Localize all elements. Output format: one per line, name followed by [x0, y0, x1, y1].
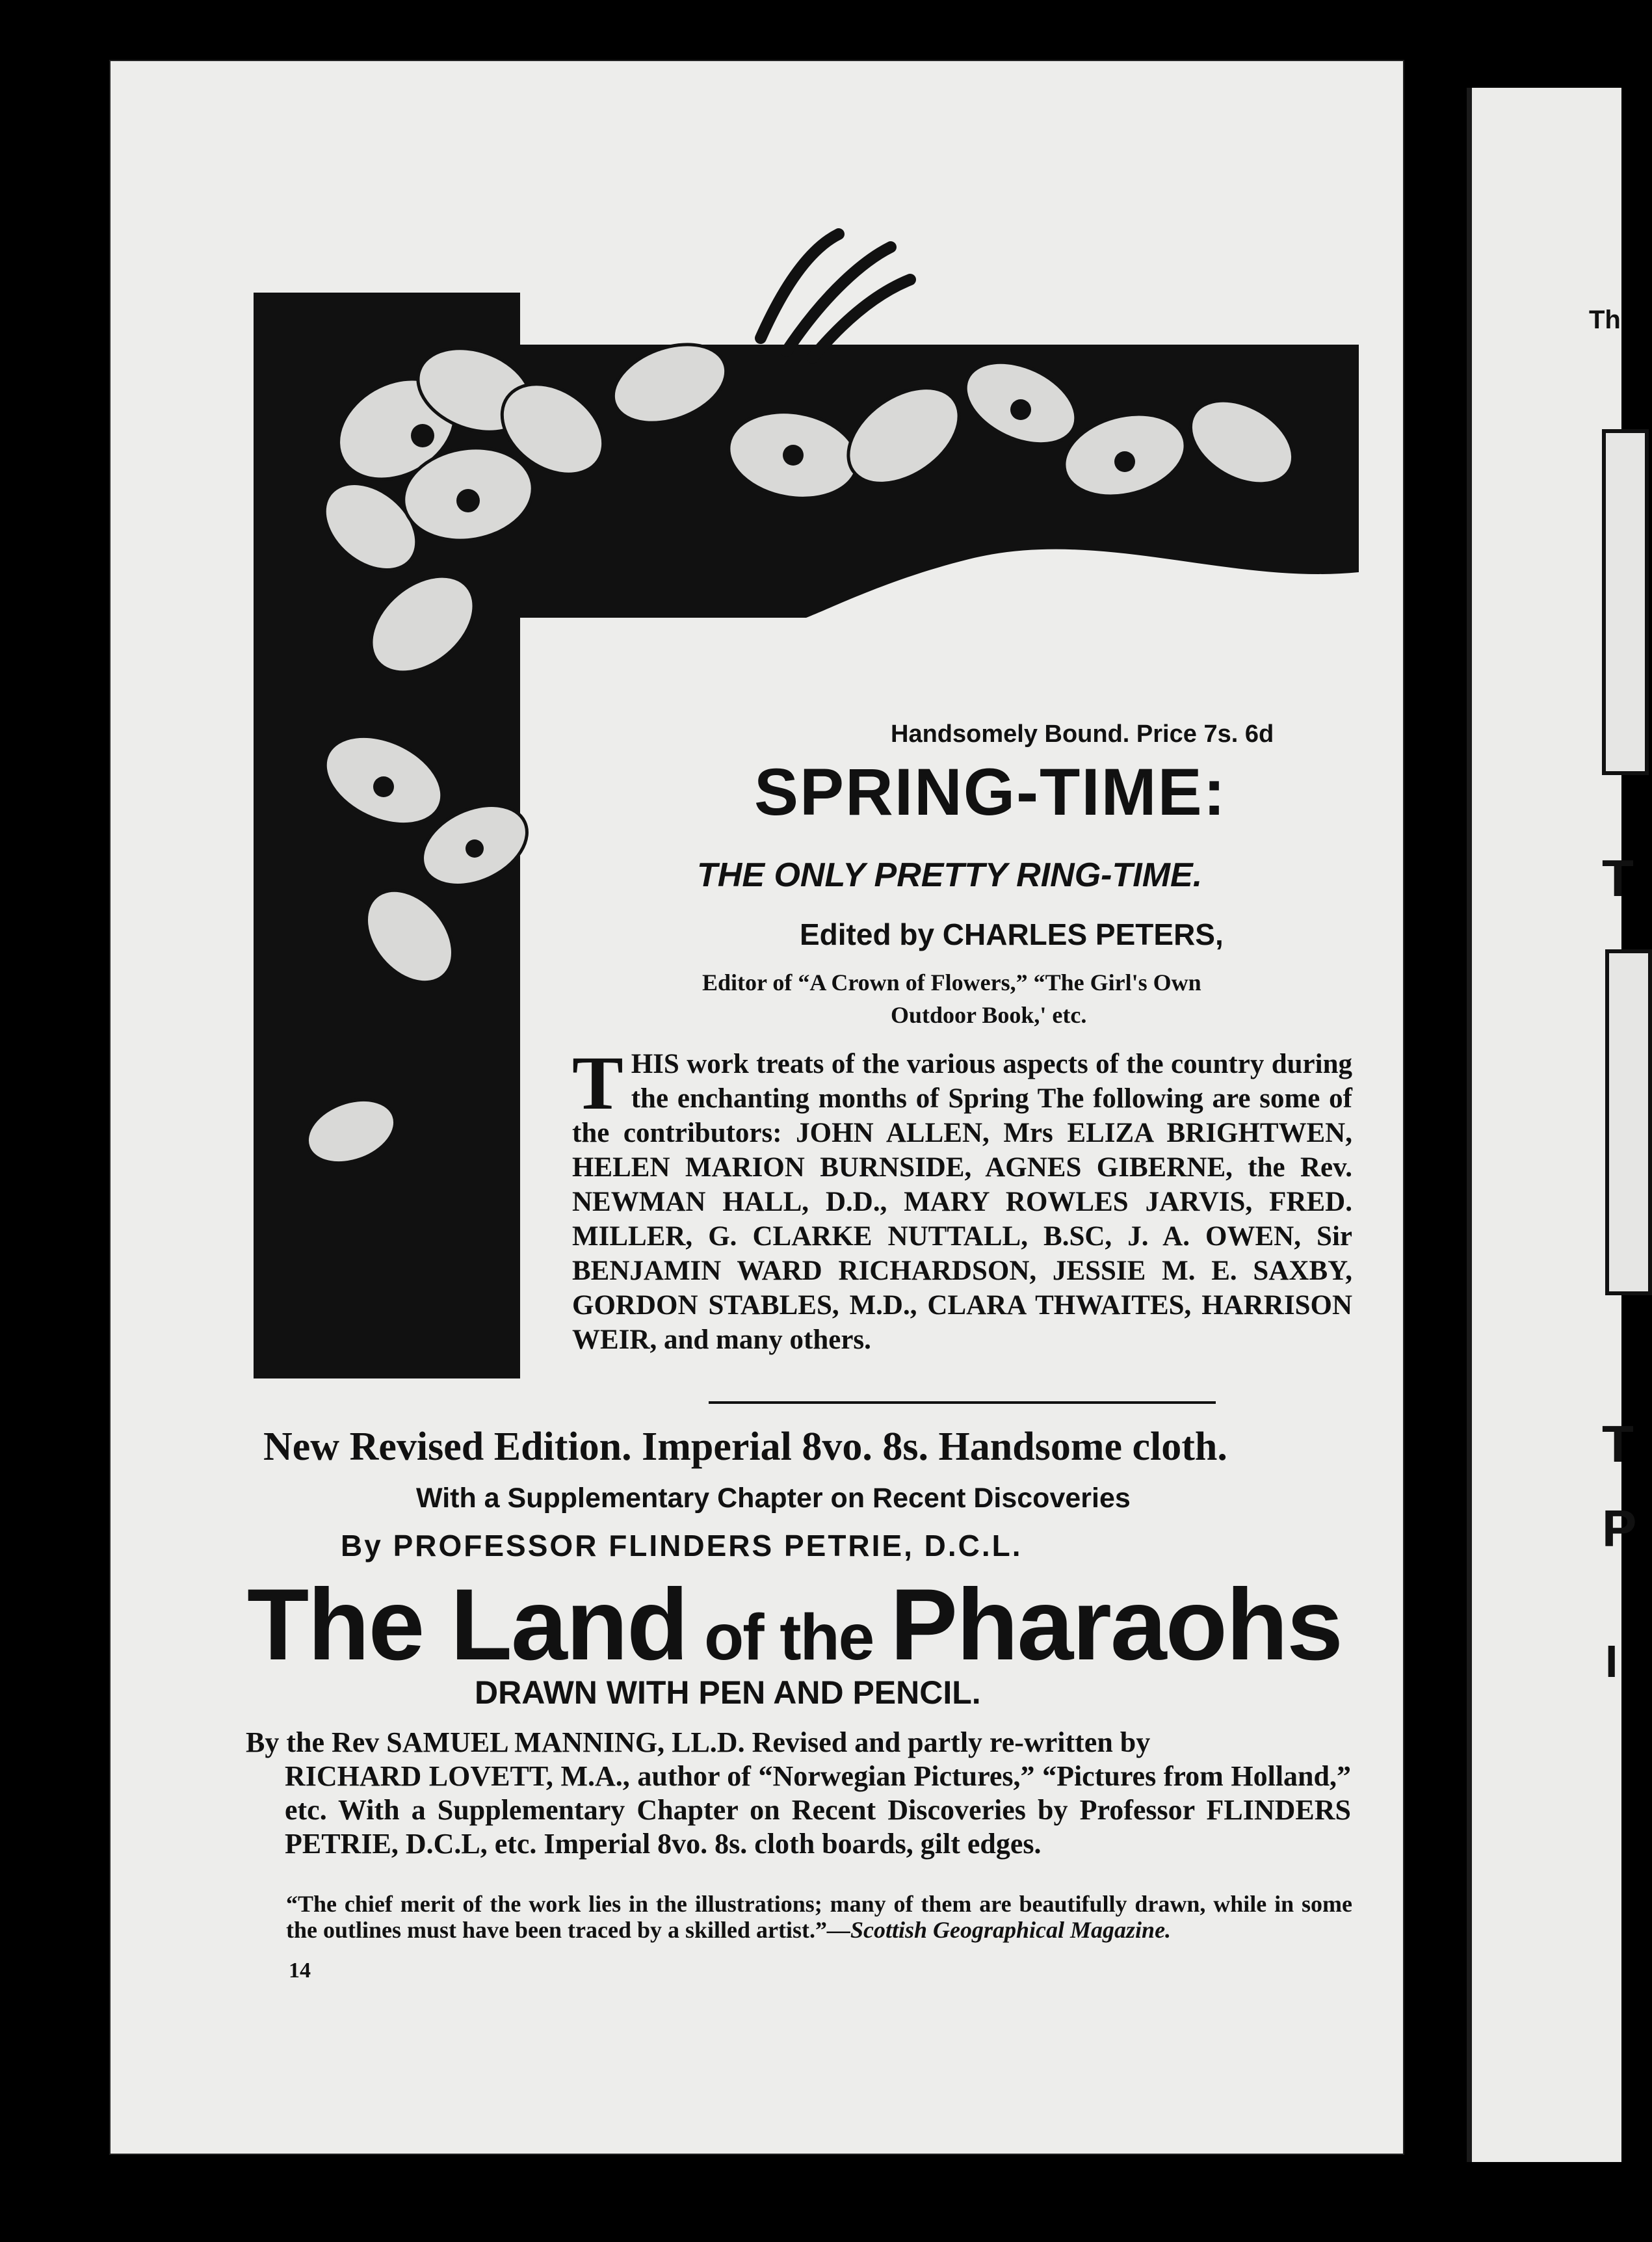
title-part: of the — [687, 1601, 891, 1674]
adjacent-page-box — [1602, 429, 1649, 775]
quote-text: “The chief merit of the work lies in the illustrations; many of them are beautifully drawn, while in some the outlines must have been traced by a skilled artist.” — [286, 1891, 1352, 1943]
book2-description-line1: By the Rev SAMUEL MANNING, LL.D. Revised and partly re-written by — [246, 1726, 1151, 1758]
section-divider — [709, 1401, 1216, 1404]
price-line: Handsomely Bound. Price 7s. 6d — [891, 720, 1274, 748]
book-title-pharaohs — [247, 1567, 1342, 1683]
book2-subtitle: DRAWN WITH PEN AND PENCIL. — [475, 1674, 981, 1711]
adjacent-page-text: T — [1602, 1415, 1634, 1473]
adjacent-page-text: T — [1602, 849, 1634, 907]
book-title-spring-time: SPRING-TIME: — [754, 755, 1227, 829]
review-quote — [286, 1891, 1352, 1943]
adjacent-page-text: Th — [1589, 306, 1621, 334]
editor-line: Edited by CHARLES PETERS, — [800, 917, 1224, 951]
drop-cap: T — [572, 1040, 623, 1126]
supplementary-line: With a Supplementary Chapter on Recent Discoveries — [416, 1483, 1131, 1514]
quote-source: —Scottish Geographical Magazine. — [827, 1917, 1172, 1943]
book2-description — [246, 1726, 1351, 1861]
title-part: The Land — [247, 1568, 688, 1682]
editor-credits-line1: Editor of “A Crown of Flowers,” “The Girl's Own — [702, 969, 1201, 996]
adjacent-page — [1467, 88, 1637, 2162]
edition-line: New Revised Edition. Imperial 8vo. 8s. Handsome cloth. — [263, 1425, 1227, 1469]
adjacent-page-box — [1605, 949, 1652, 1295]
page-number: 14 — [289, 1958, 311, 1983]
title-part: Pharaohs — [890, 1568, 1342, 1682]
adjacent-page-text: I — [1605, 1636, 1618, 1687]
adjacent-page-text: P — [1602, 1499, 1637, 1557]
book2-description-rest: RICHARD LOVETT, M.A., author of “Norwegian Pictures,” “Pictures from Holland,” etc. With a Supplementary Chapter on Recent Discoveries by Professor FLINDERS PETRIE, D.C.L, etc. Imperial 8vo. 8s. cloth boards, gilt edges. — [285, 1760, 1351, 1860]
book1-description — [572, 1040, 1352, 1357]
author-byline: By PROFESSOR FLINDERS PETRIE, D.C.L. — [341, 1529, 1023, 1563]
editor-credits-line2: Outdoor Book,' etc. — [891, 1002, 1087, 1028]
book1-description-text: HIS work treats of the various aspects of the country during the enchanting months of Spring The following are some of the contributors: JOHN ALLEN, Mrs ELIZA BRIGHTWEN, HELEN MARION BURNSIDE, AGNES GIBERNE, the Rev. NEWMAN HALL, D.D., MARY ROWLES JARVIS, FRED. MILLER, G. CLARKE NUTTALL, B.SC, J. A. OWEN, Sir BENJAMIN WARD RICHARDSON, JESSIE M. E. SAXBY, GORDON STABLES, M.D., CLARA THWAITES, HARRISON WEIR, and many others. — [572, 1049, 1352, 1355]
book-subtitle: THE ONLY PRETTY RING-TIME. — [697, 856, 1203, 894]
